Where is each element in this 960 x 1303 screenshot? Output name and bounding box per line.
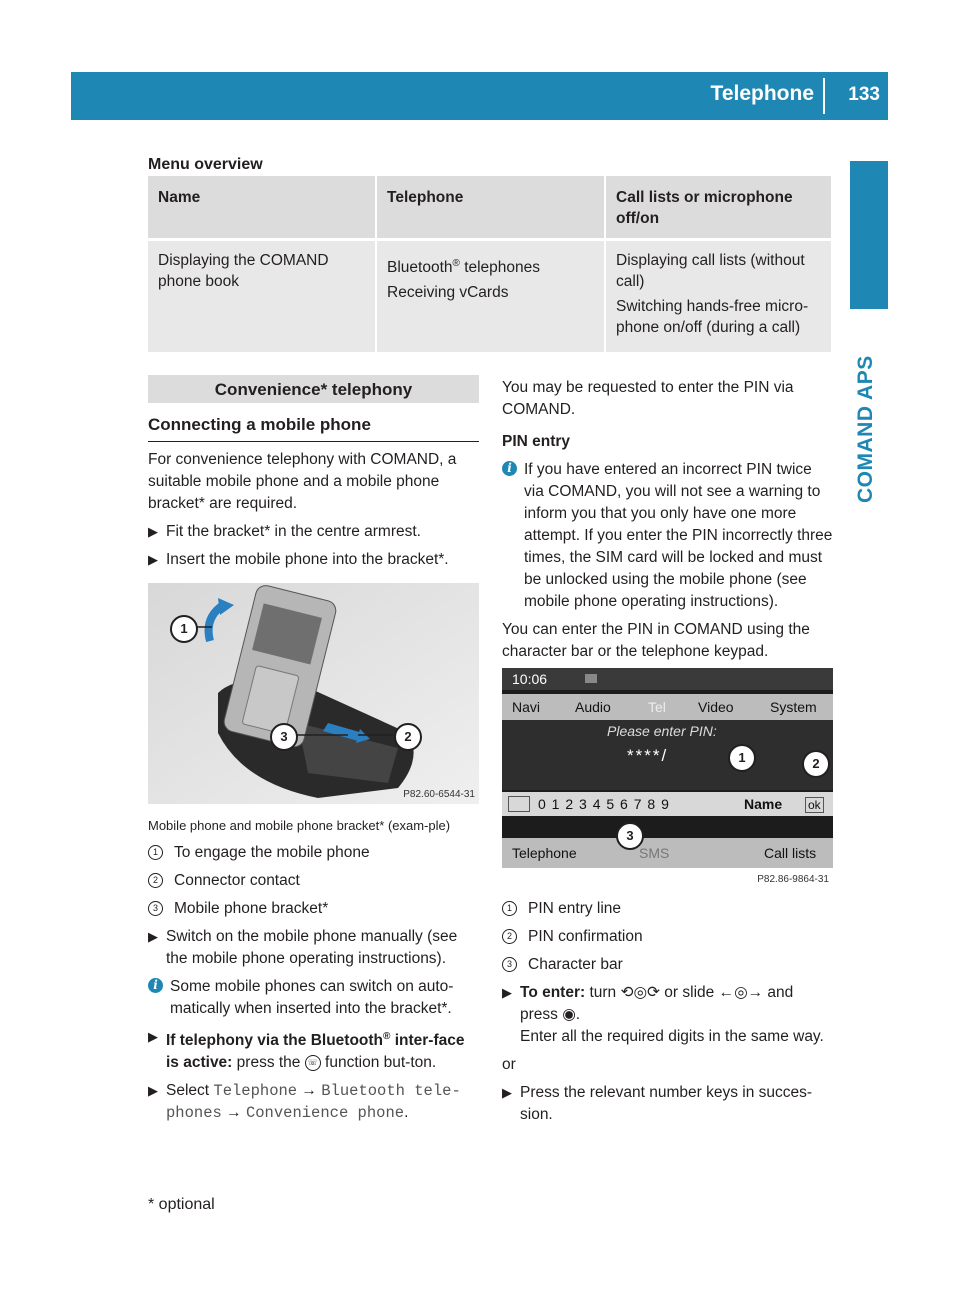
intro-text: For convenience telephony with COMAND, a suitable mobile phone and a mobile phone bracket* are required. (148, 451, 457, 512)
press-controller-icon: ◉ (562, 1006, 576, 1023)
callout-3: 3 (270, 723, 298, 751)
menu-video: Video (698, 699, 734, 715)
cell-telephone: Bluetooth® telephones Receiving vCards (375, 238, 604, 352)
status-bar (502, 668, 833, 690)
clock: 10:06 (512, 671, 548, 687)
callout-2: 2 (802, 750, 830, 778)
cell-call-lists: Displaying call lists (without call) Switching hands-free micro-phone on/off (during a call) (604, 238, 831, 352)
info-note: i Some mobile phones can switch on auto-matically when inserted into the bracket*. (148, 976, 481, 1020)
bottom-telephone: Telephone (512, 845, 577, 861)
info-note: i If you have entered an incorrect PIN twice via COMAND, you will not see a warning to inform you that you only have one more attempt. If you enter the PIN incorrectly three times, the SIM card will be locked and must be unlocked using the mobile phone (see mobile phone operating instructions). (502, 459, 835, 613)
digit-row: 0 1 2 3 4 5 6 7 8 9 (538, 796, 670, 812)
step-item: ▶ Select Telephone → Bluetooth tele-phones → Convenience phone. (148, 1082, 461, 1123)
table-row (148, 238, 831, 352)
menu-tel: Tel (648, 699, 666, 715)
step-item: ▶ To enter: turn ⟲◎⟳ or slide ←◎→ and press ◉. Enter all the required digits in the same way. (502, 984, 824, 1045)
chapter-title: Telephone (710, 82, 814, 105)
step-arrow-icon: ▶ (502, 1085, 512, 1100)
legend-item: 1 To engage the mobile phone (148, 842, 481, 864)
step-item: ▶ Press the relevant number keys in succes-sion. (502, 1084, 813, 1123)
backspace-icon (508, 796, 530, 812)
name-button: Name (744, 796, 783, 812)
subsection-heading: Connecting a mobile phone (148, 415, 479, 442)
footnote-optional: * optional (148, 1196, 215, 1213)
info-icon: i (148, 978, 163, 993)
phone-bracket-figure (148, 583, 479, 804)
step-item: ▶ Insert the mobile phone into the bracket*. (148, 549, 481, 571)
info-icon: i (502, 461, 517, 476)
menu-audio: Audio (575, 699, 611, 715)
step-arrow-icon: ▶ (148, 552, 158, 567)
right-column-top (502, 377, 835, 669)
figure-caption: Mobile phone and mobile phone bracket* (exam-ple) (148, 818, 451, 833)
step-arrow-icon: ▶ (148, 1083, 158, 1099)
side-tab-marker (850, 161, 888, 309)
section-heading: Convenience* telephony (148, 375, 479, 403)
right-column-bottom (502, 898, 835, 1132)
callout-1: 1 (170, 615, 198, 643)
pin-prompt: Please enter PIN: (607, 723, 717, 739)
legend-item: 3 Mobile phone bracket* (148, 898, 481, 920)
legend-item: 1 PIN entry line (502, 898, 835, 920)
bottom-call-lists: Call lists (764, 845, 817, 861)
signal-icon (585, 674, 597, 683)
column-header-telephone: Telephone (375, 176, 604, 238)
cell-name: Displaying the COMAND phone book (148, 238, 375, 352)
pin-entry-heading: PIN entry (502, 433, 571, 450)
column-header-name: Name (148, 176, 375, 238)
menu-system: System (770, 699, 817, 715)
slide-controller-icon: ←◎→ (718, 984, 764, 1001)
telephone-function-icon: ☏ (305, 1055, 321, 1071)
pin-entry-line: ****/ (627, 746, 669, 765)
comand-pin-screen-figure (502, 668, 833, 889)
pin-intro-text: You may be requested to enter the PIN via COMAND. (502, 379, 794, 418)
pin-method-text: You can enter the PIN in COMAND using the character bar or the telephone keypad. (502, 621, 810, 660)
page-number: 133 (848, 84, 880, 105)
menu-navi: Navi (512, 699, 541, 715)
step-item: ▶ Fit the bracket* in the centre armrest. (148, 521, 481, 543)
callout-2: 2 (394, 723, 422, 751)
ok-button: ok (805, 797, 824, 813)
bottom-sms: SMS (639, 845, 670, 861)
or-text: or (502, 1056, 516, 1073)
step-item: ▶ Switch on the mobile phone manually (see the mobile phone operating instructions). (148, 928, 458, 967)
callout-1: 1 (728, 744, 756, 772)
menu-overview-table (148, 176, 831, 352)
rotate-controller-icon: ⟲◎⟳ (620, 984, 660, 1001)
step-arrow-icon: ▶ (148, 1029, 158, 1044)
column-header-call-lists: Call lists or microphone off/on (604, 176, 831, 238)
legend-item: 2 Connector contact (148, 870, 481, 892)
header-divider (823, 78, 825, 114)
legend-item: 3 Character bar (502, 954, 835, 976)
step-arrow-icon: ▶ (148, 524, 158, 539)
callout-3: 3 (616, 822, 644, 850)
figure-code: P82.60-6544-31 (403, 789, 475, 800)
phone-bracket-illustration (148, 583, 479, 804)
step-arrow-icon: ▶ (148, 929, 158, 944)
figure-code: P82.86-9864-31 (757, 874, 829, 885)
menu-overview-title: Menu overview (148, 156, 263, 173)
page-header (71, 72, 888, 120)
legend-item: 2 PIN confirmation (502, 926, 835, 948)
left-column-bottom (148, 818, 481, 1130)
step-arrow-icon: ▶ (502, 985, 512, 1000)
step-item: ▶ If telephony via the Bluetooth® inter-face is active: press the ☏ function but-ton. (148, 1026, 481, 1074)
side-tab-label: COMAND APS (854, 355, 877, 503)
left-column-top (148, 449, 481, 577)
